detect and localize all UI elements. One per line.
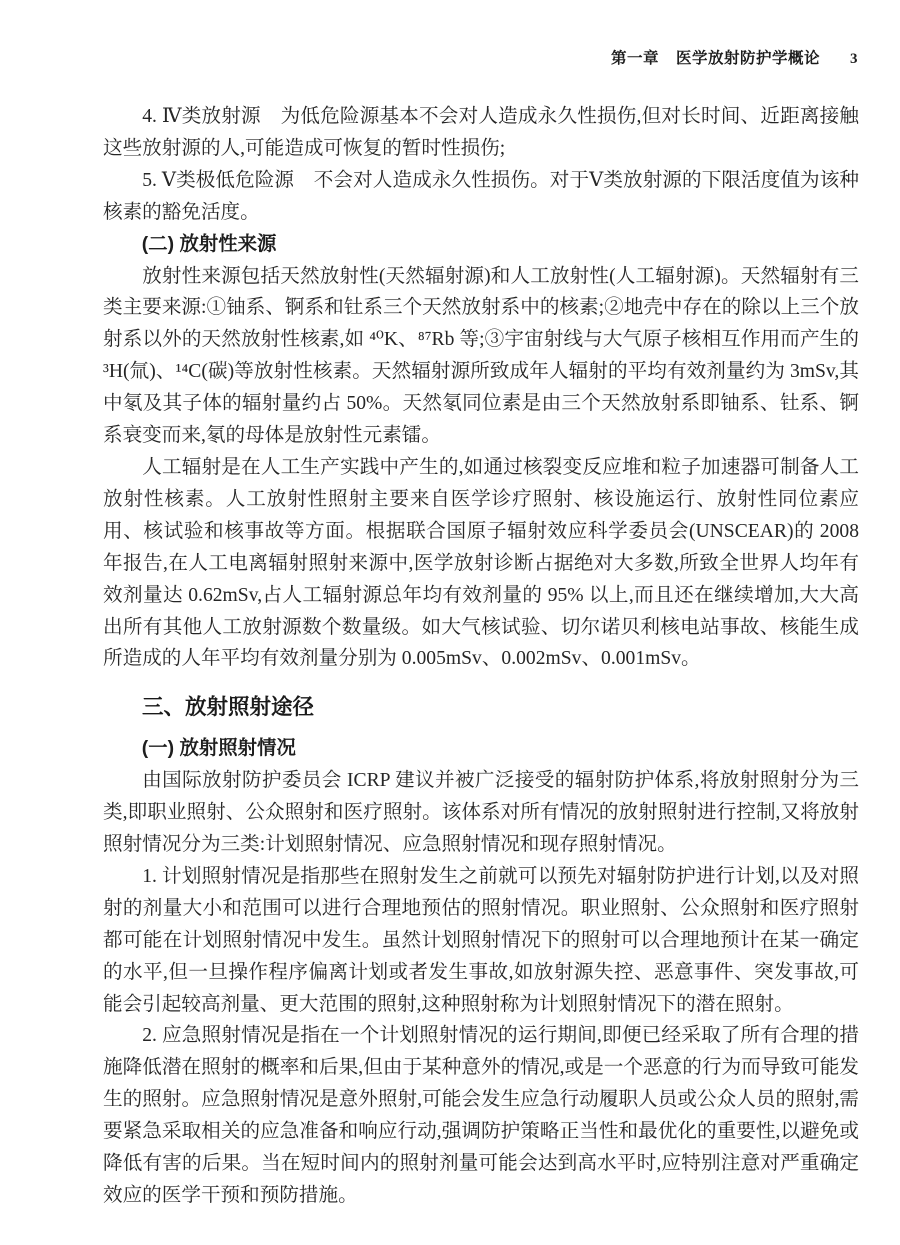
paragraph-class5-source: 5. Ⅴ类极低危险源 不会对人造成永久性损伤。对于Ⅴ类放射源的下限活度值为该种核素的豁免活度。 (103, 169, 859, 223)
chapter-title: 医学放射防护学概论 (675, 50, 820, 67)
paragraph-planned-exposure: 1. 计划照射情况是指那些在照射发生之前就可以预先对辐射防护进行计划,以及对照射的剂量大小和范围可以进行合理地预估的照射情况。职业照射、公众照射和医疗照射都可能在计划照射情况中发生。虽然计划照射情况下的照射可以合理地预计在某一确定的水平,但一旦操作程序偏离计划或者发生事故,如放射源失控、恶意事件、突发事故,可能会引起较高剂量、更大范围的照射,这种照射称为计划照射情况下的潜在照射。 (103, 865, 859, 1015)
paragraph-artificial-radiation: 人工辐射是在人工生产实践中产生的,如通过核裂变反应堆和粒子加速器可制备人工放射性核素。人工放射性照射主要来自医学诊疗照射、核设施运行、放射性同位素应用、核试验和核事故等方面。根据联合国原子辐射效应科学委员会(UNSCEAR)的 2008 年报告,在人工电离辐射照射来源中,医学放射诊断占据绝对大多数,所致全世界人均年有效剂量达 0.62mSv,占人工辐射源总年均有效剂量的 95% 以上,而且还在继续增加,大大高出所有其他人工放射源数个数量级。如大气核试验、切尔诺贝利核电站事故、核能生成所造成的人年平均有效剂量分别为 0.005mSv、0.002mSv、0.001mSv。 (103, 456, 859, 670)
chapter-label: 第一章 (610, 50, 659, 67)
section-heading-exposure-pathways: 三、放射照射途径 (142, 695, 315, 720)
paragraph-emergency-exposure: 2. 应急照射情况是指在一个计划照射情况的运行期间,即便已经采取了所有合理的措施降低潜在照射的概率和后果,但由于某种意外的情况,或是一个恶意的行为而导致可能发生的照射。应急照射情况是意外照射,可能会发生应急行动履职人员或公众人员的照射,需要紧急采取相关的应急准备和响应行动,强调防护策略正当性和最优化的重要性,以避免或降低有害的后果。当在短时间内的照射剂量可能会达到高水平时,应特别注意对严重确定效应的医学干预和预防措施。 (103, 1025, 859, 1206)
paragraph-natural-radiation: 放射性来源包括天然放射性(天然辐射源)和人工放射性(人工辐射源)。天然辐射有三类主要来源:①铀系、锕系和钍系三个天然放射系中的核素;②地壳中存在的除以上三个放射系以外的天然放射性核素,如 ⁴⁰K、⁸⁷Rb 等;③宇宙射线与大气原子核相互作用而产生的 ³H(氚)、¹⁴C(碳)等放射性核素。天然辐射源所致成年人辐射的平均有效剂量约为 3mSv,其中氡及其子体的辐射量约占 50%。天然氡同位素是由三个天然放射系即铀系、钍系、锕系衰变而来,氡的母体是放射性元素镭。 (103, 265, 859, 447)
paragraph-class4-source: 4. Ⅳ类放射源 为低危险源基本不会对人造成永久性损伤,但对长时间、近距离接触这些放射源的人,可能造成可恢复的暂时性损伤; (103, 106, 859, 159)
page-content (103, 101, 859, 1212)
running-header (0, 46, 858, 68)
subsection-heading-exposure-situations: (一) 放射照射情况 (141, 737, 296, 760)
subsection-heading-radioactivity-sources: (二) 放射性来源 (141, 232, 277, 255)
paragraph-icrp-system: 由国际放射防护委员会 ICRP 建议并被广泛接受的辐射防护体系,将放射照射分为三类,即职业照射、公众照射和医疗照射。该体系对所有情况的放射照射进行控制,又将放射照射情况分为三类:计划照射情况、应急照射情况和现存照射情况。 (103, 770, 859, 856)
page-number: 3 (850, 51, 858, 67)
